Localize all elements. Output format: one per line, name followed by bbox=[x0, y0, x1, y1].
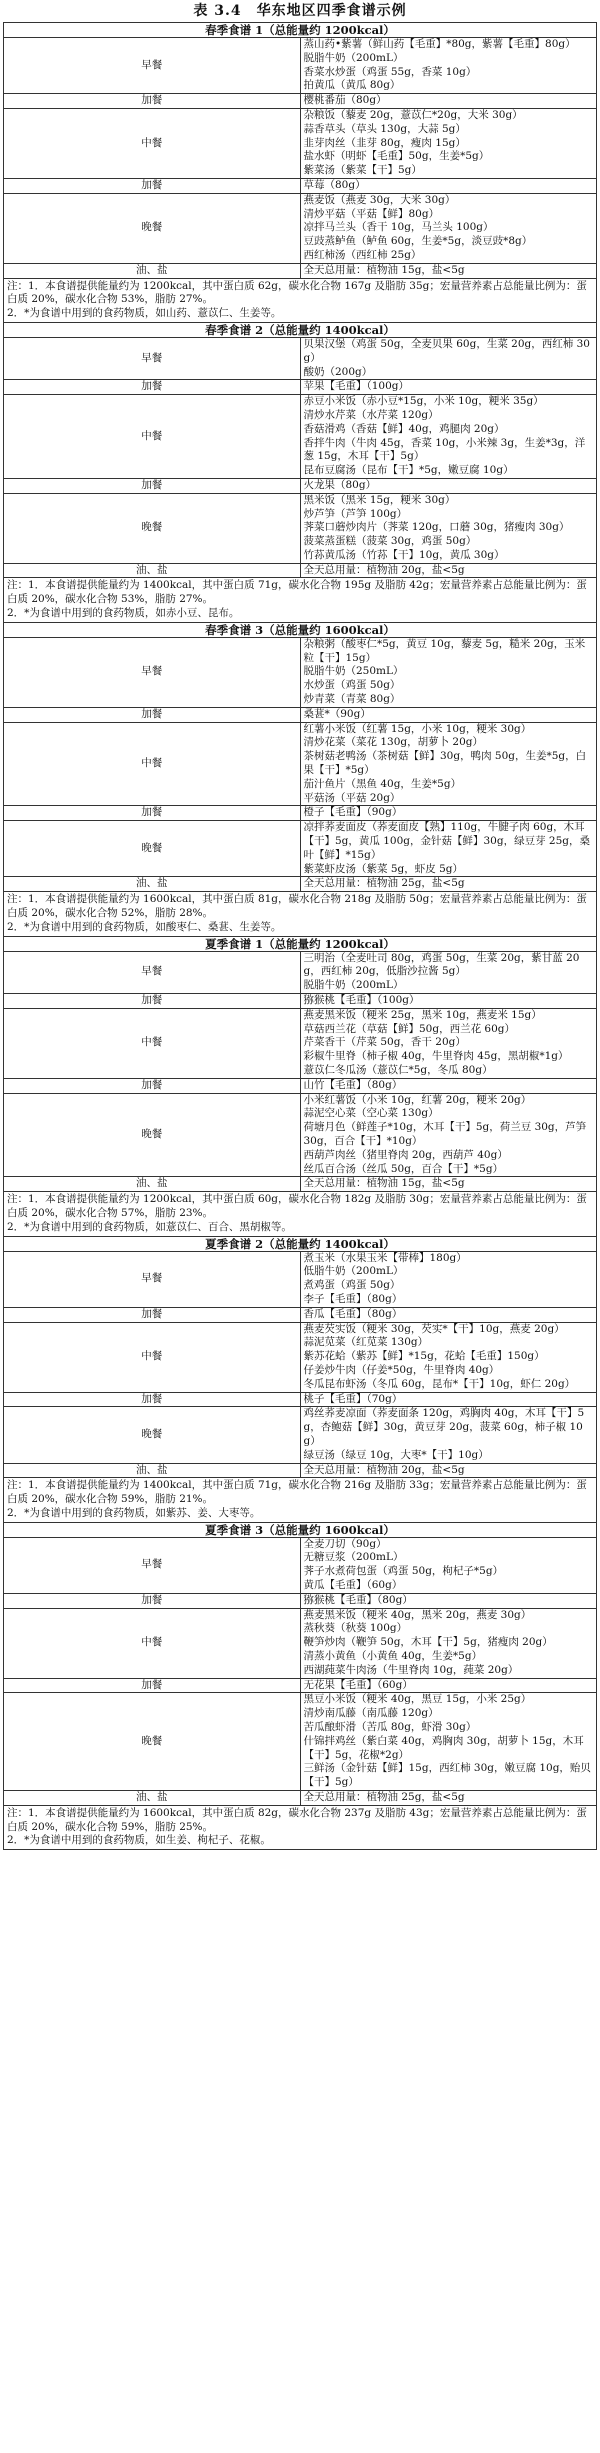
menu-note bbox=[4, 1478, 597, 1522]
meal-row bbox=[4, 263, 597, 278]
dish-line: 蒸秋葵（秋葵 100g） bbox=[303, 1622, 408, 1635]
dish-line: 桃子【毛重】（70g） bbox=[303, 1392, 403, 1405]
note-line: 2．*为食谱中用到的食药物质，如生姜、枸杞子、花椒。 bbox=[7, 1834, 271, 1847]
dish-line: 燕麦黑米饭（粳米 25g，黑米 10g，燕麦米 15g） bbox=[303, 1008, 542, 1021]
meal-row bbox=[4, 1078, 597, 1093]
dish-line: 蒜香草头（草头 130g，大蒜 5g） bbox=[303, 122, 466, 135]
meal-dishes bbox=[300, 193, 597, 263]
menu-heading: 春季食谱 2（总能量约 1400kcal） bbox=[4, 322, 597, 337]
dish-line: 平菇汤（平菇 20g） bbox=[303, 791, 401, 804]
dish-line: 盐水虾（明虾【毛重】50g，生姜*5g） bbox=[303, 150, 490, 163]
dish-line: 黄瓜【毛重】（60g） bbox=[303, 1579, 403, 1592]
meal-row bbox=[4, 1251, 597, 1307]
dish-line: 紫菜虾皮汤（紫菜 5g，虾皮 5g） bbox=[303, 862, 463, 875]
note-line: 2．*为食谱中用到的食药物质，如酸枣仁、桑葚、生姜等。 bbox=[7, 920, 282, 933]
meal-label: 加餐 bbox=[4, 1678, 301, 1693]
meal-label: 中餐 bbox=[4, 1008, 301, 1078]
dish-line: 脱脂牛奶（200mL） bbox=[303, 51, 404, 64]
menu-heading: 春季食谱 1（总能量约 1200kcal） bbox=[4, 23, 597, 38]
dish-line: 鞭笋炒肉（鞭笋 50g，木耳【干】5g，猪瘦肉 20g） bbox=[303, 1636, 553, 1649]
menu-heading-row bbox=[4, 622, 597, 637]
meal-dishes bbox=[300, 380, 597, 395]
dish-line: 香拌牛肉（牛肉 45g，香菜 10g，小米辣 3g，生姜*3g，洋葱 15g，木耳【干】5g） bbox=[303, 436, 586, 463]
meal-label: 加餐 bbox=[4, 1078, 301, 1093]
dish-line: 炒青菜（青菜 80g） bbox=[303, 693, 401, 706]
meal-dishes bbox=[300, 1537, 597, 1593]
meal-row bbox=[4, 1463, 597, 1478]
meal-row bbox=[4, 1008, 597, 1078]
meal-label: 晚餐 bbox=[4, 821, 301, 877]
dish-line: 猕猴桃【毛重】（80g） bbox=[303, 1593, 413, 1606]
meal-dishes bbox=[300, 951, 597, 993]
meal-row bbox=[4, 1678, 597, 1693]
dish-line: 橙子【毛重】（90g） bbox=[303, 806, 403, 819]
menu-note-row bbox=[4, 1478, 597, 1522]
dish-line: 脱脂牛奶（200mL） bbox=[303, 979, 404, 992]
meal-dishes bbox=[300, 1078, 597, 1093]
meal-label: 油、盐 bbox=[4, 563, 301, 578]
dish-line: 樱桃番茄（80g） bbox=[303, 94, 387, 107]
meal-row bbox=[4, 806, 597, 821]
menu-note bbox=[4, 278, 597, 322]
meal-row bbox=[4, 821, 597, 877]
dish-line: 草菇西兰花（草菇【鲜】50g，西兰花 60g） bbox=[303, 1022, 516, 1035]
note-line: 注：1．本食谱提供能量约为 1400kcal，其中蛋白质 71g，碳水化合物 195g 及脂肪 42g；宏量营养素占总能量比例为：蛋白质 20%，碳水化合物 53%，脂肪 27%。 bbox=[7, 579, 587, 606]
table-title: 表 3.4 华东地区四季食谱示例 bbox=[193, 3, 407, 19]
meal-dishes bbox=[300, 1251, 597, 1307]
meal-label: 加餐 bbox=[4, 994, 301, 1009]
meal-dishes bbox=[300, 478, 597, 493]
dish-line: 蒸山药•紫薯（鲜山药【毛重】*80g，紫薯【毛重】80g） bbox=[303, 38, 576, 50]
dish-line: 全天总用量：植物油 20g，盐<5g bbox=[303, 1463, 465, 1476]
meal-dishes bbox=[300, 994, 597, 1009]
note-line: 注：1．本食谱提供能量约为 1600kcal，其中蛋白质 81g，碳水化合物 218g 及脂肪 50g；宏量营养素占总能量比例为：蛋白质 20%，碳水化合物 52%，脂肪 28%。 bbox=[7, 893, 587, 920]
meal-dishes bbox=[300, 722, 597, 806]
meal-label: 油、盐 bbox=[4, 1791, 301, 1806]
meal-dishes bbox=[300, 395, 597, 479]
dish-line: 清炒南瓜藤（南瓜藤 120g） bbox=[303, 1707, 439, 1720]
dish-line: 荠子水煮荷包蛋（鸡蛋 50g，枸杞子*5g） bbox=[303, 1565, 504, 1578]
meal-dishes bbox=[300, 1008, 597, 1078]
meal-label: 早餐 bbox=[4, 1251, 301, 1307]
meal-label: 油、盐 bbox=[4, 1463, 301, 1478]
dish-line: 菠菜蒸蛋糕（菠菜 30g，鸡蛋 50g） bbox=[303, 535, 477, 548]
dish-line: 韭芽肉丝（韭芽 80g，瘦肉 15g） bbox=[303, 136, 466, 149]
meal-dishes bbox=[300, 821, 597, 877]
menu-note-row bbox=[4, 278, 597, 322]
menu-heading: 春季食谱 3（总能量约 1600kcal） bbox=[4, 622, 597, 637]
menu-note bbox=[4, 892, 597, 936]
dish-line: 绿豆汤（绿豆 10g，大枣*【干】10g） bbox=[303, 1448, 489, 1461]
dish-line: 薏苡仁冬瓜汤（薏苡仁*5g，冬瓜 80g） bbox=[303, 1063, 493, 1076]
meal-label: 加餐 bbox=[4, 178, 301, 193]
dish-line: 煮鸡蛋（鸡蛋 50g） bbox=[303, 1279, 401, 1292]
dish-line: 猕猴桃【毛重】（100g） bbox=[303, 994, 420, 1006]
dish-line: 蒜泥苋菜（红苋菜 130g） bbox=[303, 1336, 429, 1349]
meal-dishes bbox=[300, 337, 597, 379]
meal-row bbox=[4, 707, 597, 722]
dish-line: 丝瓜百合汤（丝瓜 50g，百合【干】*5g） bbox=[303, 1162, 504, 1175]
dish-line: 火龙果（80g） bbox=[303, 478, 377, 491]
dish-line: 三明治（全麦吐司 80g，鸡蛋 50g，生菜 20g，紫甘蓝 20g，西红柿 20g，低脂沙拉酱 5g） bbox=[303, 951, 580, 978]
meal-dishes bbox=[300, 1093, 597, 1177]
menu-note-row bbox=[4, 1805, 597, 1849]
meal-dishes bbox=[300, 707, 597, 722]
menu-heading-row bbox=[4, 322, 597, 337]
menu-table-body bbox=[4, 23, 597, 1850]
meal-row bbox=[4, 94, 597, 109]
meal-dishes bbox=[300, 108, 597, 178]
meal-label: 中餐 bbox=[4, 1322, 301, 1392]
dish-line: 荠菜口蘑炒肉片（荠菜 120g，口蘑 30g，猪瘦肉 30g） bbox=[303, 521, 570, 534]
dish-line: 赤豆小米饭（赤小豆*15g，小米 10g，粳米 35g） bbox=[303, 395, 544, 408]
dish-line: 红薯小米饭（红薯 15g，小米 10g，粳米 30g） bbox=[303, 722, 532, 735]
meal-row bbox=[4, 637, 597, 707]
dish-line: 水炒蛋（鸡蛋 50g） bbox=[303, 679, 401, 692]
meal-label: 早餐 bbox=[4, 637, 301, 707]
note-line: 2．*为食谱中用到的食药物质，如紫苏、姜、大枣等。 bbox=[7, 1506, 261, 1519]
dish-line: 山竹【毛重】（80g） bbox=[303, 1078, 403, 1091]
dish-line: 鸡丝荞麦凉面（荞麦面条 120g，鸡胸肉 40g，木耳【干】5g，杏鲍菇【鲜】30g，黄豆芽 20g，菠菜 60g，柿子椒 10g） bbox=[303, 1407, 585, 1447]
dish-line: 全天总用量：植物油 20g，盐<5g bbox=[303, 563, 465, 576]
note-line: 注：1．本食谱提供能量约为 1200kcal，其中蛋白质 62g，碳水化合物 167g 及脂肪 35g；宏量营养素占总能量比例为：蛋白质 20%，碳水化合物 53%，脂肪 27%。 bbox=[7, 279, 587, 306]
meal-label: 晚餐 bbox=[4, 1407, 301, 1463]
meal-label: 油、盐 bbox=[4, 263, 301, 278]
meal-row bbox=[4, 1307, 597, 1322]
meal-row bbox=[4, 380, 597, 395]
menu-note bbox=[4, 1805, 597, 1849]
meal-dishes bbox=[300, 1392, 597, 1407]
meal-dishes bbox=[300, 1791, 597, 1806]
note-line: 2．*为食谱中用到的食药物质，如薏苡仁、百合、黑胡椒等。 bbox=[7, 1220, 292, 1233]
dish-line: 全天总用量：植物油 15g，盐<5g bbox=[303, 1177, 465, 1190]
menu-note bbox=[4, 1192, 597, 1236]
dish-line: 燕麦芡实饭（粳米 30g，芡实*【干】10g，燕麦 20g） bbox=[303, 1322, 565, 1335]
dish-line: 什锦拌鸡丝（紫白菜 40g，鸡胸肉 30g，胡萝卜 15g，木耳【干】5g，花椒*2g） bbox=[303, 1734, 584, 1761]
dish-line: 小米红薯饭（小米 10g，红薯 20g，粳米 20g） bbox=[303, 1093, 532, 1106]
meal-label: 中餐 bbox=[4, 395, 301, 479]
dish-line: 煮玉米（水果玉米【带棒】180g） bbox=[303, 1251, 467, 1264]
dish-line: 苹果【毛重】（100g） bbox=[303, 380, 410, 393]
dish-line: 荷塘月色（鲜莲子*10g，木耳【干】5g，荷兰豆 30g，芦笋 30g，百合【干】*10g） bbox=[303, 1121, 587, 1147]
dish-line: 贝果汉堡（鸡蛋 50g，全麦贝果 60g，生菜 20g，西红柿 30g） bbox=[303, 337, 590, 364]
meal-label: 加餐 bbox=[4, 380, 301, 395]
dish-line: 仔姜炒牛肉（仔姜*50g，牛里脊肉 40g） bbox=[303, 1363, 500, 1376]
meal-row bbox=[4, 1693, 597, 1791]
dish-line: 清炒平菇（平菇【鲜】80g） bbox=[303, 207, 440, 220]
dish-line: 豆豉蒸鲈鱼（鲈鱼 60g，生姜*5g，淡豆豉*8g） bbox=[303, 235, 533, 248]
meal-row bbox=[4, 1392, 597, 1407]
dish-line: 茄汁鱼片（黑鱼 40g，生姜*5g） bbox=[303, 777, 462, 790]
note-line: 2．*为食谱中用到的食药物质，如山药、薏苡仁、生姜等。 bbox=[7, 307, 282, 320]
meal-row bbox=[4, 1791, 597, 1806]
note-line: 2．*为食谱中用到的食药物质，如赤小豆、昆布。 bbox=[7, 607, 240, 620]
dish-line: 全天总用量：植物油 25g，盐<5g bbox=[303, 1791, 465, 1804]
menu-note-row bbox=[4, 1192, 597, 1236]
meal-dishes bbox=[300, 877, 597, 892]
meal-row bbox=[4, 478, 597, 493]
dish-line: 草莓（80g） bbox=[303, 178, 366, 191]
dish-line: 燕麦黑米饭（粳米 40g，黑米 20g，燕麦 30g） bbox=[303, 1608, 532, 1621]
meal-label: 晚餐 bbox=[4, 1093, 301, 1177]
meal-row bbox=[4, 108, 597, 178]
dish-line: 酸奶（200g） bbox=[303, 365, 373, 378]
dish-line: 凉拌荞麦面皮（荞麦面皮【熟】110g，牛腱子肉 60g，木耳【干】5g，黄瓜 100g，金针菇【鲜】30g，绿豆芽 25g，桑叶【鲜】*15g） bbox=[303, 821, 591, 861]
meal-row bbox=[4, 38, 597, 94]
meal-row bbox=[4, 1407, 597, 1463]
meal-row bbox=[4, 951, 597, 993]
dish-line: 桑葚*（90g） bbox=[303, 707, 371, 720]
meal-dishes bbox=[300, 178, 597, 193]
meal-dishes bbox=[300, 637, 597, 707]
dish-line: 三鲜汤（金针菇【鲜】15g，西红柿 30g，嫩豆腐 10g，贻贝【干】5g） bbox=[303, 1762, 591, 1789]
meal-dishes bbox=[300, 1407, 597, 1463]
meal-label: 加餐 bbox=[4, 707, 301, 722]
meal-label: 加餐 bbox=[4, 806, 301, 821]
dish-line: 燕麦饭（燕麦 30g，大米 30g） bbox=[303, 193, 456, 206]
meal-label: 晚餐 bbox=[4, 493, 301, 563]
menu-note bbox=[4, 578, 597, 622]
menu-heading: 夏季食谱 2（总能量约 1400kcal） bbox=[4, 1236, 597, 1251]
meal-label: 中餐 bbox=[4, 108, 301, 178]
menu-note-row bbox=[4, 578, 597, 622]
meal-row bbox=[4, 1608, 597, 1678]
meal-row bbox=[4, 994, 597, 1009]
dish-line: 杂粮饭（藜麦 20g，薏苡仁*20g，大米 30g） bbox=[303, 108, 523, 121]
meal-label: 加餐 bbox=[4, 1593, 301, 1608]
dish-line: 低脂牛奶（200mL） bbox=[303, 1265, 404, 1278]
menu-table bbox=[3, 22, 597, 1850]
dish-line: 紫菜汤（紫菜【干】5g） bbox=[303, 164, 422, 177]
dish-line: 西葫芦肉丝（猪里脊肉 20g，西葫芦 40g） bbox=[303, 1148, 508, 1161]
meal-dishes bbox=[300, 1593, 597, 1608]
menu-heading-row bbox=[4, 1236, 597, 1251]
menu-heading-row bbox=[4, 1522, 597, 1537]
meal-label: 加餐 bbox=[4, 94, 301, 109]
dish-line: 香菜水炒蛋（鸡蛋 55g，香菜 10g） bbox=[303, 65, 477, 78]
meal-dishes bbox=[300, 94, 597, 109]
dish-line: 全天总用量：植物油 25g，盐<5g bbox=[303, 877, 465, 890]
dish-line: 香菇滑鸡（香菇【鲜】40g，鸡腿肉 20g） bbox=[303, 422, 505, 435]
meal-dishes bbox=[300, 806, 597, 821]
meal-label: 晚餐 bbox=[4, 1693, 301, 1791]
menu-heading-row bbox=[4, 936, 597, 951]
meal-label: 早餐 bbox=[4, 951, 301, 993]
meal-row bbox=[4, 1093, 597, 1177]
dish-line: 全麦刀切（90g） bbox=[303, 1537, 387, 1550]
note-line: 注：1．本食谱提供能量约为 1200kcal，其中蛋白质 60g，碳水化合物 182g 及脂肪 30g；宏量营养素占总能量比例为：蛋白质 20%，碳水化合物 57%，脂肪 23%。 bbox=[7, 1193, 587, 1219]
dish-line: 脱脂牛奶（250mL） bbox=[303, 665, 404, 678]
meal-row bbox=[4, 1593, 597, 1608]
menu-heading-row bbox=[4, 23, 597, 38]
meal-label: 加餐 bbox=[4, 1392, 301, 1407]
meal-dishes bbox=[300, 1322, 597, 1392]
meal-dishes bbox=[300, 1678, 597, 1693]
dish-line: 冬瓜昆布虾汤（冬瓜 60g，昆布*【干】10g，虾仁 20g） bbox=[303, 1377, 576, 1390]
meal-row bbox=[4, 493, 597, 563]
dish-line: 无糖豆浆（200mL） bbox=[303, 1551, 404, 1564]
note-line: 注：1．本食谱提供能量约为 1400kcal，其中蛋白质 71g，碳水化合物 216g 及脂肪 33g；宏量营养素占总能量比例为：蛋白质 20%，碳水化合物 59%，脂肪 21%。 bbox=[7, 1479, 587, 1506]
dish-line: 李子【毛重】（80g） bbox=[303, 1292, 403, 1305]
meal-dishes bbox=[300, 1608, 597, 1678]
meal-row bbox=[4, 722, 597, 806]
note-line: 注：1．本食谱提供能量约为 1600kcal，其中蛋白质 82g，碳水化合物 237g 及脂肪 43g；宏量营养素占总能量比例为：蛋白质 20%，碳水化合物 59%，脂肪 25%。 bbox=[7, 1806, 587, 1833]
meal-dishes bbox=[300, 563, 597, 578]
meal-row bbox=[4, 1537, 597, 1593]
dish-line: 杂粮粥（酸枣仁*5g，黄豆 10g，藜麦 5g，糙米 20g，玉米粒【干】15g） bbox=[303, 637, 586, 664]
meal-label: 油、盐 bbox=[4, 877, 301, 892]
meal-row bbox=[4, 563, 597, 578]
dish-line: 炒芦笋（芦笋 100g） bbox=[303, 507, 408, 520]
meal-dishes bbox=[300, 1693, 597, 1791]
dish-line: 拍黄瓜（黄瓜 80g） bbox=[303, 79, 401, 92]
meal-row bbox=[4, 178, 597, 193]
dish-line: 黑豆小米饭（粳米 40g，黑豆 15g，小米 25g） bbox=[303, 1693, 532, 1706]
meal-row bbox=[4, 337, 597, 379]
dish-line: 无花果【毛重】（60g） bbox=[303, 1678, 413, 1691]
menu-heading: 夏季食谱 1（总能量约 1200kcal） bbox=[4, 936, 597, 951]
meal-label: 早餐 bbox=[4, 38, 301, 94]
meal-label: 加餐 bbox=[4, 1307, 301, 1322]
dish-line: 全天总用量：植物油 15g，盐<5g bbox=[303, 263, 465, 276]
meal-label: 晚餐 bbox=[4, 193, 301, 263]
menu-heading: 夏季食谱 3（总能量约 1600kcal） bbox=[4, 1522, 597, 1537]
dish-line: 清炒花菜（菜花 130g，胡萝卜 20g） bbox=[303, 736, 484, 749]
dish-line: 西湖莼菜牛肉汤（牛里脊肉 10g，莼菜 20g） bbox=[303, 1663, 519, 1676]
meal-label: 早餐 bbox=[4, 337, 301, 379]
dish-line: 竹荪黄瓜汤（竹荪【干】10g，黄瓜 30g） bbox=[303, 548, 505, 561]
dish-line: 紫苏花蛤（紫苏【鲜】*15g，花蛤【毛重】150g） bbox=[303, 1350, 545, 1363]
dish-line: 蒜泥空心菜（空心菜 130g） bbox=[303, 1107, 439, 1120]
dish-line: 西红柿汤（西红柿 25g） bbox=[303, 248, 422, 261]
meal-row bbox=[4, 193, 597, 263]
meal-label: 油、盐 bbox=[4, 1177, 301, 1192]
meal-dishes bbox=[300, 1307, 597, 1322]
meal-dishes bbox=[300, 263, 597, 278]
dish-line: 清炒水芹菜（水芹菜 120g） bbox=[303, 408, 439, 421]
dish-line: 黑米饭（黑米 15g，粳米 30g） bbox=[303, 493, 456, 506]
dish-line: 彩椒牛里脊（柿子椒 40g，牛里脊肉 45g，黑胡椒*1g） bbox=[303, 1050, 569, 1063]
meal-dishes bbox=[300, 38, 597, 94]
dish-line: 香瓜【毛重】（80g） bbox=[303, 1307, 403, 1320]
meal-row bbox=[4, 1177, 597, 1192]
dish-line: 茶树菇老鸭汤（茶树菇【鲜】30g，鸭肉 50g，生姜*5g，白果【干】*5g） bbox=[303, 750, 587, 777]
meal-dishes bbox=[300, 493, 597, 563]
meal-row bbox=[4, 877, 597, 892]
meal-label: 中餐 bbox=[4, 722, 301, 806]
meal-label: 加餐 bbox=[4, 478, 301, 493]
dish-line: 昆布豆腐汤（昆布【干】*5g，嫩豆腐 10g） bbox=[303, 464, 514, 477]
meal-dishes bbox=[300, 1177, 597, 1192]
dish-line: 凉拌马兰头（香干 10g，马兰头 100g） bbox=[303, 221, 494, 234]
meal-label: 早餐 bbox=[4, 1537, 301, 1593]
menu-note-row bbox=[4, 892, 597, 936]
dish-line: 芹菜香干（芹菜 50g，香干 20g） bbox=[303, 1036, 466, 1049]
meal-dishes bbox=[300, 1463, 597, 1478]
meal-label: 中餐 bbox=[4, 1608, 301, 1678]
meal-row bbox=[4, 395, 597, 479]
dish-line: 清蒸小黄鱼（小黄鱼 40g，生姜*5g） bbox=[303, 1650, 483, 1663]
meal-row bbox=[4, 1322, 597, 1392]
dish-line: 苦瓜酿虾滑（苦瓜 80g，虾滑 30g） bbox=[303, 1721, 477, 1734]
